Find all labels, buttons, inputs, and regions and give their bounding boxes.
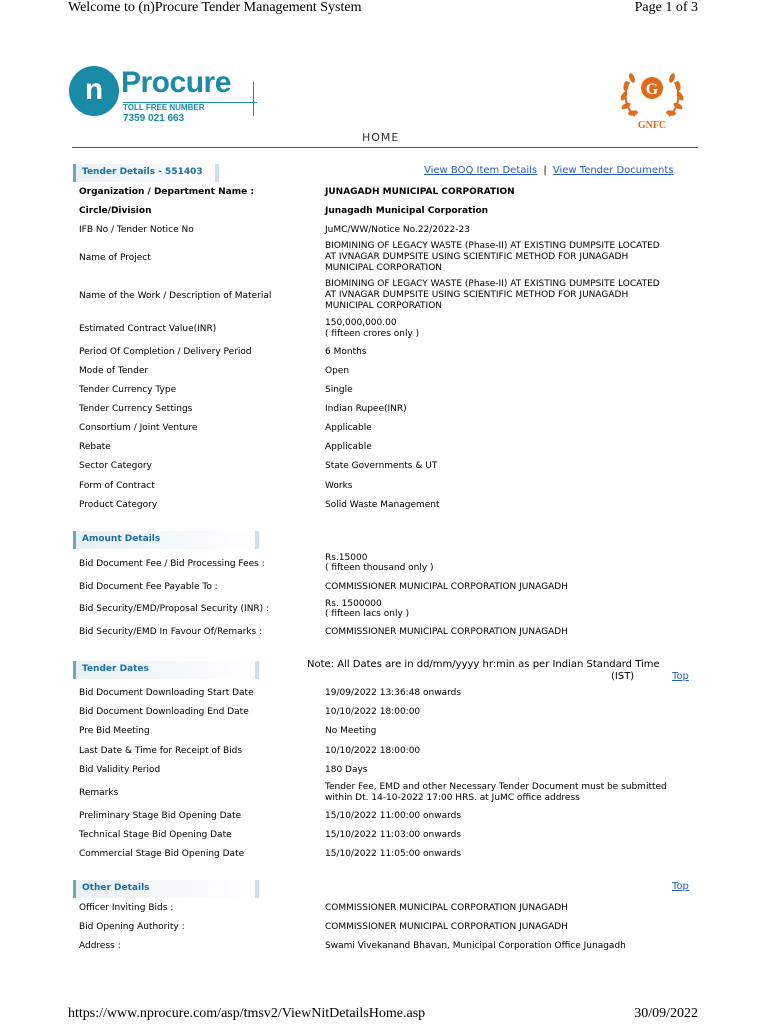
row-label: Estimated Contract Value(INR) [79, 324, 217, 334]
row-label: Bid Document Downloading End Date [79, 707, 249, 717]
row-value: 10/10/2022 18:00:00 [325, 746, 421, 756]
row-label: Mode of Tender [79, 366, 149, 376]
row-value: 15/10/2022 11:05:00 onwards [325, 849, 462, 859]
row-label: Bid Security/EMD In Favour Of/Remarks : [79, 627, 263, 637]
timezone-note [307, 659, 697, 683]
gnfc-wreath-icon [617, 68, 687, 120]
row-label: Tender Currency Settings [79, 404, 193, 414]
row-label: Bid Security/EMD/Proposal Security (INR) : [79, 604, 270, 614]
row-label: Tender Currency Type [79, 385, 177, 395]
print-header-page: Page 1 of 3 [634, 0, 698, 15]
row-label: Commercial Stage Bid Opening Date [79, 849, 245, 859]
gnfc-letter: G [645, 81, 659, 98]
top-link[interactable]: Top [672, 671, 689, 682]
row-value: 6 Months [325, 347, 367, 357]
row-label: Rebate [79, 442, 111, 452]
row-value: 180 Days [325, 765, 368, 775]
timezone-note-text: Note: All Dates are in dd/mm/yyyy hr:min as per Indian Standard Time [307, 659, 660, 670]
gnfc-text: GNFC [637, 120, 667, 131]
row-value: 10/10/2022 18:00:00 [325, 707, 421, 717]
row-label: Name of the Work / Description of Material [79, 291, 272, 301]
tender-dates-heading [73, 661, 259, 679]
row-label: Preliminary Stage Bid Opening Date [79, 811, 242, 821]
row-label: Technical Stage Bid Opening Date [79, 830, 232, 840]
row-value: Open [325, 366, 350, 376]
home-link[interactable]: HOME [362, 131, 400, 144]
row-value: BIOMINING OF LEGACY WASTE (Phase-II) AT EXISTING DUMPSITE LOCATED AT IVNAGAR DUMPSITE USING SCIENTIFIC METHOD FOR JUNAGADH MUNICIPAL CORPORATION [325, 279, 660, 311]
row-label: Sector Category [79, 461, 152, 471]
tender-dates-heading-label: Tender Dates [82, 664, 149, 674]
row-value: Works [325, 481, 353, 491]
row-value-words: ( fifteen thousand only ) [325, 563, 434, 573]
row-label: Bid Document Downloading Start Date [79, 688, 254, 698]
row-value: COMMISSIONER MUNICIPAL CORPORATION JUNAGADH [325, 582, 568, 592]
print-footer [68, 1006, 698, 1022]
row-label: Pre Bid Meeting [79, 726, 150, 736]
header-divider [72, 147, 698, 148]
timezone-note-ist: (IST) [611, 671, 635, 682]
row-value: Applicable [325, 442, 372, 452]
other-details-heading-label: Other Details [82, 883, 150, 893]
row-value: Swami Vivekanand Bhavan, Municipal Corporation Office Junagadh [325, 941, 626, 951]
row-label: IFB No / Tender Notice No [79, 225, 194, 235]
other-details-heading [73, 880, 259, 898]
row-label: Bid Document Fee Payable To : [79, 582, 218, 592]
view-tender-documents-link[interactable]: View Tender Documents [552, 165, 674, 176]
row-value: JuMC/WW/Notice No.22/2022-23 [325, 225, 470, 235]
gnfc-logo [617, 68, 687, 132]
row-label: Organization / Department Name : [79, 187, 254, 197]
top-link[interactable]: Top [672, 881, 689, 892]
document-links [424, 165, 674, 176]
row-label: Bid Document Fee / Bid Processing Fees : [79, 559, 265, 569]
row-value: BIOMINING OF LEGACY WASTE (Phase-II) AT EXISTING DUMPSITE LOCATED AT IVNAGAR DUMPSITE USING SCIENTIFIC METHOD FOR JUNAGADH MUNICIPAL CORPORATION [325, 241, 660, 273]
logo-line-vertical [253, 82, 254, 116]
row-label: Bid Opening Authority : [79, 922, 185, 932]
row-value: COMMISSIONER MUNICIPAL CORPORATION JUNAGADH [325, 903, 568, 913]
row-label: Period Of Completion / Delivery Period [79, 347, 252, 357]
tender-details-heading-label: Tender Details - 551403 [82, 167, 203, 177]
row-label: Officer Inviting Bids : [79, 903, 174, 913]
row-value: Solid Waste Management [325, 500, 440, 510]
row-value: No Meeting [325, 726, 377, 736]
row-value: JUNAGADH MUNICIPAL CORPORATION [325, 187, 515, 197]
row-value: Single [325, 385, 353, 395]
view-boq-link[interactable]: View BOQ Item Details [424, 165, 538, 176]
print-footer-date: 30/09/2022 [634, 1006, 698, 1021]
logo-toll-label: TOLL FREE NUMBER [123, 103, 205, 112]
row-value-words: ( fifteen crores only ) [325, 329, 420, 339]
logo-circle-letter: n [69, 66, 119, 116]
row-value: Rs. 1500000 [325, 599, 382, 609]
nprocure-logo[interactable] [69, 62, 259, 128]
row-value: 15/10/2022 11:00:00 onwards [325, 811, 462, 821]
row-value: Rs.15000 [325, 553, 368, 563]
row-value: COMMISSIONER MUNICIPAL CORPORATION JUNAGADH [325, 922, 568, 932]
row-label: Circle/Division [79, 206, 152, 216]
row-value: 150,000,000.00 [325, 318, 397, 328]
amount-details-heading-label: Amount Details [82, 534, 161, 544]
row-value: Applicable [325, 423, 372, 433]
row-value: Junagadh Municipal Corporation [325, 206, 489, 216]
print-footer-url: https://www.nprocure.com/asp/tmsv2/ViewNitDetailsHome.asp [68, 1006, 426, 1021]
logo-phone: 7359 021 663 [123, 113, 185, 124]
row-label: Remarks [79, 788, 119, 798]
row-label: Bid Validity Period [79, 765, 161, 775]
row-label: Consortium / Joint Venture [79, 423, 198, 433]
amount-details-heading [73, 531, 259, 549]
print-header [68, 0, 698, 16]
row-value-words: ( fifteen lacs only ) [325, 609, 410, 619]
row-label: Last Date & Time for Receipt of Bids [79, 746, 243, 756]
row-value: Tender Fee, EMD and other Necessary Tender Document must be submitted within Dt. 14-10-2022 17:00 HRS. at JuMC office address [325, 782, 667, 803]
link-separator: | [543, 165, 547, 176]
row-label: Form of Contract [79, 481, 155, 491]
row-label: Product Category [79, 500, 158, 510]
row-value: State Governments & UT [325, 461, 438, 471]
row-label: Address : [79, 941, 121, 951]
row-value: Indian Rupee(INR) [325, 404, 407, 414]
row-value: 19/09/2022 13:36:48 onwards [325, 688, 462, 698]
row-label: Name of Project [79, 253, 151, 263]
row-value: 15/10/2022 11:03:00 onwards [325, 830, 462, 840]
print-header-title: Welcome to (n)Procure Tender Management System [68, 0, 362, 15]
row-value: COMMISSIONER MUNICIPAL CORPORATION JUNAGADH [325, 627, 568, 637]
logo-word: Procure [121, 66, 231, 99]
tender-details-heading [73, 164, 219, 182]
